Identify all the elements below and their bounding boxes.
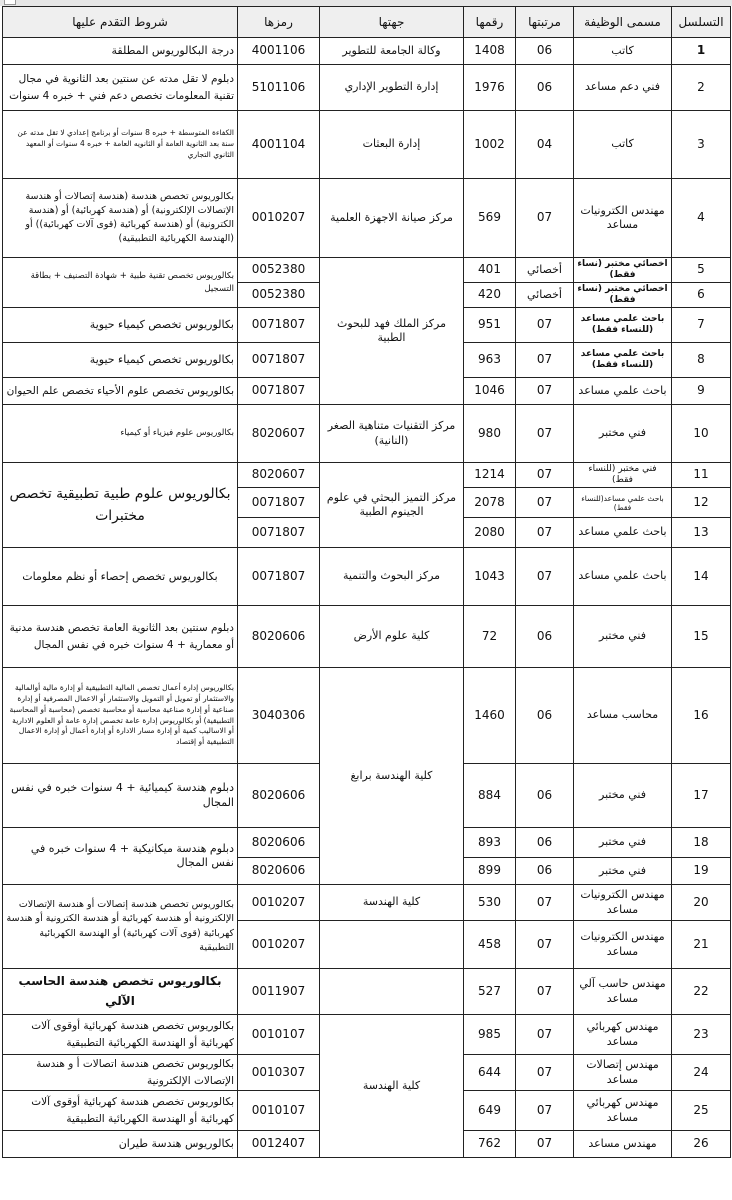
number-cell: 2078 [464,488,516,518]
grade-cell: 07 [516,1015,574,1055]
table-row [3,885,731,921]
title-cell: مهندس مساعد [574,1131,672,1158]
title-cell: مهندس إتصالات مساعد [574,1055,672,1091]
entity-cell: مركز التقنيات متناهية الصغر (النانية) [320,405,464,463]
code-cell: 0052380 [238,283,320,308]
conditions-cell: بكالوريوس تخصص علوم الأحياء تخصص علم الحيوان [3,378,238,405]
seq-cell: 7 [672,308,731,343]
grade-cell: 06 [516,65,574,111]
seq-cell: 14 [672,548,731,606]
seq-cell: 13 [672,518,731,548]
conditions-cell: درجة البكالوريوس المطلقة [3,38,238,65]
title-cell: باحث علمي مساعد (للنساء فقط) [574,308,672,343]
grade-cell: 06 [516,764,574,828]
conditions-cell: دبلوم هندسة كيميائية + 4 سنوات خبره في نفس المجال [3,764,238,828]
code-cell: 8020607 [238,463,320,488]
code-cell: 0010107 [238,1015,320,1055]
entity-cell-merged: مركز الملك فهد للبحوث الطبية [320,258,464,405]
jobs-table [2,6,731,1158]
seq-cell: 24 [672,1055,731,1091]
conditions-cell: الكفاءة المتوسطة + خبره 8 سنوات أو برنامج إعدادي لا تقل مدته عن سنة بعد الثانوية العامة أو الثانويه العامة + خبره 4 سنوات أو المعهد الثانوي التجاري [3,111,238,179]
grade-cell: 07 [516,518,574,548]
code-cell: 4001104 [238,111,320,179]
title-cell: باحث علمي مساعد (للنساء فقط) [574,343,672,378]
title-cell: مهندس الكترونيات مساعد [574,885,672,921]
number-cell: 458 [464,921,516,969]
title-cell: مهندس الكترونيات مساعد [574,179,672,258]
code-cell: 0071807 [238,378,320,405]
entity-cell-merged: مركز التميز البحثي في علوم الجينوم الطبية [320,463,464,548]
title-cell: فني مختبر [574,764,672,828]
seq-cell: 8 [672,343,731,378]
seq-cell: 17 [672,764,731,828]
seq-cell: 12 [672,488,731,518]
code-cell: 0071807 [238,518,320,548]
title-cell: باحث علمي مساعد [574,518,672,548]
code-cell: 8020606 [238,606,320,668]
code-cell: 0012407 [238,1131,320,1158]
grade-cell: 07 [516,378,574,405]
jobs-table-container [0,6,732,1158]
code-cell: 8020606 [238,828,320,858]
number-cell: 893 [464,828,516,858]
code-cell: 4001106 [238,38,320,65]
seq-cell: 20 [672,885,731,921]
entity-cell: كلية الهندسة [320,885,464,921]
grade-cell: 07 [516,1131,574,1158]
grade-cell: 07 [516,405,574,463]
grade-cell: 07 [516,488,574,518]
grade-cell: 07 [516,179,574,258]
grade-cell: 04 [516,111,574,179]
number-cell: 420 [464,283,516,308]
grade-cell: 07 [516,969,574,1015]
code-cell: 0071807 [238,308,320,343]
number-cell: 2080 [464,518,516,548]
conditions-cell: بكالوريوس تخصص هندسة كهربائية أوقوى آلات كهربائية أو الهندسة الكهربائية التطبيقية [3,1015,238,1055]
number-cell: 963 [464,343,516,378]
seq-cell: 10 [672,405,731,463]
grade-cell: 07 [516,885,574,921]
conditions-cell-merged: دبلوم هندسة ميكانيكية + 4 سنوات خبره في نفس المجال [3,828,238,885]
number-cell: 985 [464,1015,516,1055]
title-cell: محاسب مساعد [574,668,672,764]
table-row [3,668,731,764]
grade-cell: أخصائي [516,283,574,308]
number-cell: 1408 [464,38,516,65]
conditions-cell: بكالوريوس تخصص كيمياء حيوية [3,308,238,343]
seq-cell: 19 [672,858,731,885]
conditions-cell: دبلوم سنتين بعد الثانوية العامة تخصص هندسة مدنية أو معمارية + 4 سنوات خبره في نفس المجال [3,606,238,668]
seq-cell: 25 [672,1091,731,1131]
title-cell: مهندس الكترونيات مساعد [574,921,672,969]
number-cell: 649 [464,1091,516,1131]
entity-cell: كلية علوم الأرض [320,606,464,668]
seq-cell: 26 [672,1131,731,1158]
grade-cell: 06 [516,606,574,668]
conditions-cell: بكالوريوس إدارة أعمال تخصص المالية التطبيقية أو إدارة مالية أوالمالية والاستثمار أو تمويل أو التمويل والاستثمار أو الاعمال المصرفية أو إدارة صناعية أو إدارة صناعية محاسبة أو محاسبة تخصص (محاسبة أو المحاسبة التطبيقية) أو بكالوريوس إدارة عامة تخصص إدارة عامة أو العلوم الادارية أو الاساليب كمية أو إدارة مسار الادارة أو إدارة أعمال أو إدارة الاعمال التطبيقية أو إقتصاد [3,668,238,764]
number-cell: 1976 [464,65,516,111]
title-cell: كاتب [574,111,672,179]
code-cell: 0010107 [238,1091,320,1131]
title-cell: فني مختبر [574,828,672,858]
grade-cell: 06 [516,38,574,65]
code-cell: 8020607 [238,405,320,463]
grade-cell: 07 [516,1091,574,1131]
conditions-cell: بكالوريوس علوم فيزياء أو كيمياء [3,405,238,463]
number-cell: 72 [464,606,516,668]
title-cell: باحث علمي مساعد [574,378,672,405]
corner-marker [4,0,16,5]
grade-cell: 07 [516,463,574,488]
number-cell: 1214 [464,463,516,488]
seq-cell: 3 [672,111,731,179]
title-cell: مهندس كهربائي مساعد [574,1015,672,1055]
number-cell: 1043 [464,548,516,606]
header-grade: مرتبتها [516,7,574,38]
number-cell: 884 [464,764,516,828]
table-row [3,179,731,258]
entity-cell-merged: كلية الهندسة برابغ [320,668,464,885]
code-cell: 0052380 [238,258,320,283]
conditions-cell: بكالوريوس تخصص هندسة كهربائية أوقوى آلات كهربائية أو الهندسة الكهربائية التطبيقية [3,1091,238,1131]
code-cell: 0010207 [238,921,320,969]
code-cell: 0010307 [238,1055,320,1091]
seq-cell: 1 [672,38,731,65]
conditions-cell: بكالوريوس تخصص هندسة اتصالات أ و هندسة الإتصالات الإلكترونية [3,1055,238,1091]
number-cell: 527 [464,969,516,1015]
grade-cell: 06 [516,858,574,885]
table-row [3,38,731,65]
entity-cell: إدارة البعثات [320,111,464,179]
number-cell: 980 [464,405,516,463]
entity-cell: مركز البحوث والتنمية [320,548,464,606]
seq-cell: 5 [672,258,731,283]
table-row [3,606,731,668]
seq-cell: 11 [672,463,731,488]
number-cell: 762 [464,1131,516,1158]
title-cell: اخصائي مختبر (نساء فقط) [574,283,672,308]
seq-cell: 4 [672,179,731,258]
code-cell: 8020606 [238,858,320,885]
seq-cell: 16 [672,668,731,764]
entity-cell-merged: كلية الهندسة [320,1015,464,1158]
title-cell: باحث علمي مساعد [574,548,672,606]
title-cell: فني دعم مساعد [574,65,672,111]
conditions-cell: بكالوريوس تخصص هندسة (هندسة إتصالات أو هندسة الإتصالات الإلكترونية) أو (هندسة كهربائية) أو (هندسة الكترونية) أو (هندسة كهربائية (قوى آلات كهربائية)) أو (الهندسة الكهربائية التطبيقية) [3,179,238,258]
entity-cell-empty [320,969,464,1015]
header-entity: جهتها [320,7,464,38]
number-cell: 1002 [464,111,516,179]
conditions-cell-merged: بكالوريوس تخصص تقنية طبية + شهادة التصنيف + بطاقة التسجيل [3,258,238,308]
conditions-cell-merged: بكالوريوس علوم طبية تطبيقية تخصص مختبرات [3,463,238,548]
table-row [3,111,731,179]
entity-cell: مركز صيانة الاجهزة العلمية [320,179,464,258]
table-row [3,258,731,283]
table-row [3,405,731,463]
grade-cell: 06 [516,828,574,858]
number-cell: 899 [464,858,516,885]
code-cell: 0010207 [238,179,320,258]
number-cell: 401 [464,258,516,283]
code-cell: 3040306 [238,668,320,764]
header-seq: التسلسل [672,7,731,38]
conditions-cell-merged: بكالوريوس تخصص هندسة إتصالات أو هندسة الإتصالات الإلكترونية أو هندسة كهربائية أو هندسة الكترونية أو هندسة كهربائية (قوى آلات كهربائية) أو الهندسة الكهربائية التطبيقية [3,885,238,969]
entity-cell: وكالة الجامعة للتطوير [320,38,464,65]
header-number: رقمها [464,7,516,38]
title-cell: فني مختبر [574,858,672,885]
code-cell: 5101106 [238,65,320,111]
seq-cell: 23 [672,1015,731,1055]
title-cell: فني مختبر [574,606,672,668]
entity-cell-empty [320,921,464,969]
grade-cell: 06 [516,668,574,764]
title-cell: مهندس حاسب آلي مساعد [574,969,672,1015]
header-conditions: شروط التقدم عليها [3,7,238,38]
table-row [3,548,731,606]
grade-cell: 07 [516,548,574,606]
title-cell: كاتب [574,38,672,65]
entity-cell: إدارة التطوير الإداري [320,65,464,111]
header-row [3,7,731,38]
seq-cell: 18 [672,828,731,858]
header-title: مسمى الوظيفة [574,7,672,38]
conditions-cell: دبلوم لا تقل مدته عن سنتين بعد الثانوية في مجال تقنية المعلومات تخصص دعم فني + خبره 4 سنوات [3,65,238,111]
seq-cell: 6 [672,283,731,308]
table-row [3,1015,731,1055]
title-cell: مهندس كهربائي مساعد [574,1091,672,1131]
seq-cell: 2 [672,65,731,111]
title-cell: فني مختبر [574,405,672,463]
conditions-cell: بكالوريوس هندسة طيران [3,1131,238,1158]
code-cell: 0071807 [238,488,320,518]
number-cell: 951 [464,308,516,343]
grade-cell: 07 [516,308,574,343]
grade-cell: 07 [516,343,574,378]
code-cell: 0071807 [238,548,320,606]
seq-cell: 22 [672,969,731,1015]
seq-cell: 9 [672,378,731,405]
grade-cell: أخصائي [516,258,574,283]
seq-cell: 21 [672,921,731,969]
conditions-cell: بكالوريوس تخصص إحصاء أو نظم معلومات [3,548,238,606]
table-row [3,65,731,111]
conditions-cell: بكالوريوس تخصص هندسة الحاسب الآلي [3,969,238,1015]
number-cell: 1460 [464,668,516,764]
table-row [3,463,731,488]
number-cell: 1046 [464,378,516,405]
title-cell: باحث علمي مساعد(للنساء فقط) [574,488,672,518]
title-cell: فني مختبر (للنساء فقط) [574,463,672,488]
number-cell: 644 [464,1055,516,1091]
code-cell: 0010207 [238,885,320,921]
table-row [3,969,731,1015]
title-cell: اخصائي مختبر (نساء فقط) [574,258,672,283]
grade-cell: 07 [516,1055,574,1091]
header-code: رمزها [238,7,320,38]
code-cell: 0011907 [238,969,320,1015]
conditions-cell: بكالوريوس تخصص كيمياء حيوية [3,343,238,378]
seq-cell: 15 [672,606,731,668]
number-cell: 569 [464,179,516,258]
code-cell: 8020606 [238,764,320,828]
number-cell: 530 [464,885,516,921]
code-cell: 0071807 [238,343,320,378]
grade-cell: 07 [516,921,574,969]
